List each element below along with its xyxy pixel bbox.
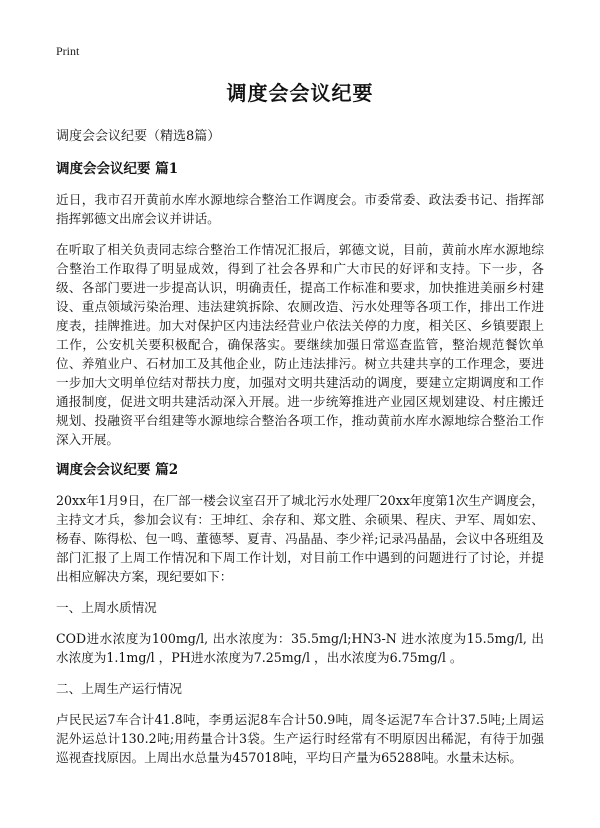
paragraph: COD进水浓度为100mg/l, 出水浓度为：35.5mg/l;HN3-N 进水浓度为15.5mg/l, 出水浓度为1.1mg/l ，PH进水浓度为7.25mg/l ，出水浓度为6.75mg/l 。 (56, 631, 544, 665)
paragraph: 在听取了相关负责同志综合整治工作情况汇报后，郭德文说，目前，黄前水库水源地综合整治工作取得了明显成效，得到了社会各界和广大市民的好评和支持。下一步，各级、各部门要进一步提高认识，明确责任，提高工作标准和要求，加快推进美丽乡村建设、重点领域污染治理、违法建筑拆除、农厕改造、污水处理等各项工作，排出工作进度表，挂牌推进。加大对保护区内违法经营业户依法关停的力度，相关区、乡镇要跟上工作，公安机关要积极配合，确保落实。要继续加强日常巡查监管，整治规范餐饮单位、养殖业户、石材加工及其他企业，防止违法排污。树立共建共享的工作理念，要进一步加大文明单位结对帮扶力度，加强对文明共建活动的调度，要建立定期调度和工作通报制度，促进文明共建活动深入开展。进一步统筹推进产业园区规划建设、村庄搬迁规划、投融资平台组建等水源地综合整治各项工作，推动黄前水库水源地综合整治工作深入开展。 (56, 242, 544, 447)
print-link[interactable]: Print (56, 44, 80, 58)
section-heading: 调度会会议纪要 篇1 (56, 161, 179, 177)
document-subtitle: 调度会会议纪要（精选8篇） (56, 129, 221, 144)
paragraph: 近日，我市召开黄前水库水源地综合整治工作调度会。市委常委、政法委书记、指挥部指挥郭德文出席会议并讲话。 (56, 192, 544, 226)
paragraph: 20xx年1月9日，在厂部一楼会议室召开了城北污水处理厂20xx年度第1次生产调度会，主持文才兵，参加会议有：王坤红、余存和、郑文胜、余硕果、程庆、尹军、周如宏、杨春、陈得松、包一鸣、董德琴、夏青、冯晶晶、李少祥;记录冯晶晶，会议中各班组及部门汇报了上周工作情况和下周工作计划，对目前工作中遇到的问题进行了讨论，并提出相应解决方案，现纪要如下： (56, 493, 544, 584)
subheading-water-quality: 一、上周水质情况 (56, 600, 157, 615)
section-1 (56, 160, 544, 449)
document-title: 调度会会议纪要 (226, 81, 374, 105)
section-2 (56, 461, 544, 767)
section-heading: 调度会会议纪要 篇2 (56, 462, 179, 478)
paragraph: 卢民民运7车合计41.8吨，李勇运泥8车合计50.9吨，周冬运泥7车合计37.5吨;上周运泥外运总计130.2吨;用药量合计3袋。生产运行时经常有不明原因出稀泥，有待于加强巡视查找原因。上周出水总量为457018吨，平均日产量为65288吨。水量未达标。 (56, 712, 544, 765)
subheading-production: 二、上周生产运行情况 (56, 681, 182, 696)
